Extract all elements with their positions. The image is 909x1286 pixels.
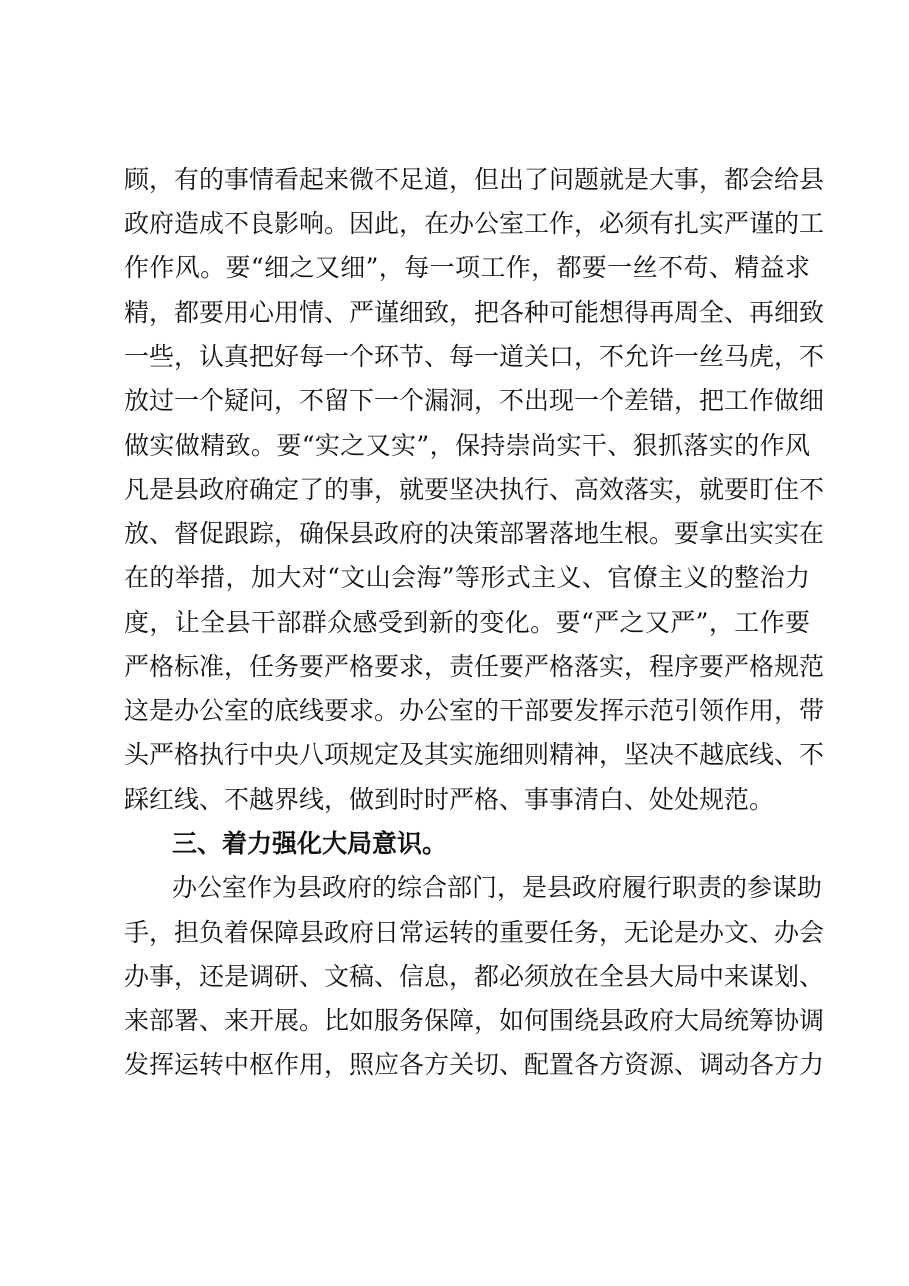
paragraph-line: 放、督促跟踪，确保县政府的决策部署落地生根。要拿出实实在 [124,519,825,548]
paragraph-line: 精，都要用心用情、严谨细致，把各种可能想得再周全、再细致 [124,298,825,327]
paragraph-line: 度，让全县干部群众感受到新的变化。要“严之又严”，工作要 [124,608,810,637]
paragraph-line: 这是办公室的底线要求。办公室的干部要发挥示范引领作用，带 [124,696,825,725]
paragraph-line: 作作风。要“细之又细”，每一项工作，都要一丝不苟、精益求 [124,253,810,282]
paragraph-line: 头严格执行中央八项规定及其实施细则精神，坚决不越底线、不 [124,740,825,769]
paragraph-line: 一些，认真把好每一个环节、每一道关口，不允许一丝马虎，不 [124,342,825,371]
paragraph-line: 政府造成不良影响。因此，在办公室工作，必须有扎实严谨的工 [124,209,825,238]
paragraph-line: 严格标准，任务要严格要求，责任要严格落实，程序要严格规范 [124,652,825,681]
paragraph-line: 办事，还是调研、文稿、信息，都必须放在全县大局中来谋划、 [124,962,825,991]
paragraph-line: 发挥运转中枢作用，照应各方关切、配置各方资源、调动各方力 [124,1050,825,1079]
paragraph-line: 踩红线、不越界线，做到时时严格、事事清白、处处规范。 [124,785,775,814]
paragraph-line: 办公室作为县政府的综合部门，是县政府履行职责的参谋助 [172,873,823,902]
paragraph-line: 放过一个疑问，不留下一个漏洞，不出现一个差错，把工作做细 [124,386,825,415]
paragraph-line: 来部署、来开展。比如服务保障，如何围绕县政府大局统筹协调 [124,1006,825,1035]
section-heading: 三、着力强化大局意识。 [172,829,448,858]
paragraph-line: 凡是县政府确定了的事，就要坚决执行、高效落实，就要盯住不 [124,475,825,504]
paragraph-line: 手，担负着保障县政府日常运转的重要任务，无论是办文、办会 [124,918,825,947]
paragraph-line: 在的举措，加大对“文山会海”等形式主义、官僚主义的整治力 [124,563,810,592]
paragraph-line: 顾，有的事情看起来微不足道，但出了问题就是大事，都会给县 [124,165,825,194]
paragraph-line: 做实做精致。要“实之又实”，保持崇尚实干、狠抓落实的作风 [124,431,810,460]
